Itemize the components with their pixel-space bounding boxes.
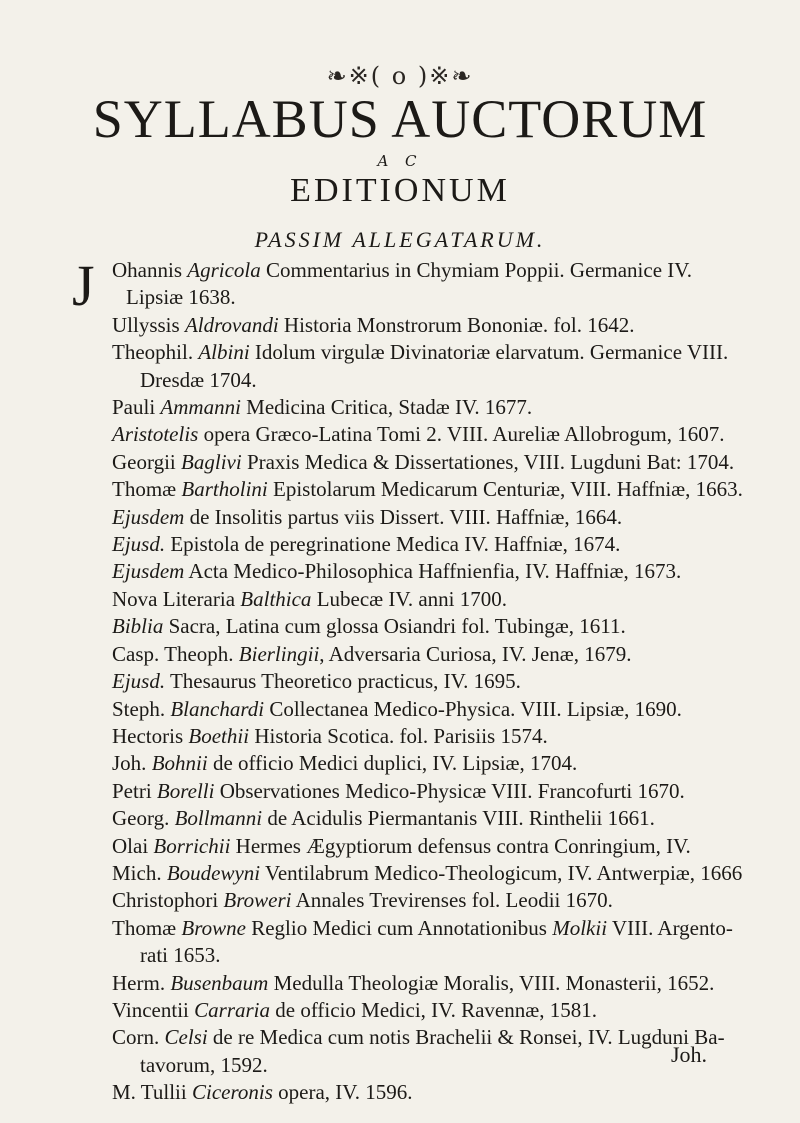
- list-item: Ejusd. Thesaurus Theoretico practicus, IV. 1695.: [112, 669, 521, 694]
- drop-cap: J: [72, 253, 95, 318]
- list-item: Ullyssis Aldrovandi Historia Monstrorum Bononiæ. fol. 1642.: [112, 312, 635, 337]
- list-item: J Ohannis Agricola Commentarius in Chymiam Poppii. Germanice IV. Lipsiæ 1638.: [72, 253, 692, 318]
- list-item: Herm. Busenbaum Medulla Theologiæ Moralis, VIII. Monasterii, 1652.: [112, 970, 715, 995]
- list-item: Thomæ Browne Reglio Medici cum Annotationibus Molkii VIII. Argento- rati 1653.: [112, 915, 733, 968]
- list-item: Casp. Theoph. Bierlingii, Adversaria Curiosa, IV. Jenæ, 1679.: [112, 641, 632, 666]
- page-title: SYLLABUS AUCTORUM: [92, 89, 708, 149]
- list-item: M. Tullii Ciceronis opera, IV. 1596.: [112, 1080, 413, 1105]
- entry-list: [0, 253, 800, 1105]
- list-item: Ejusdem Acta Medico-Philosophica Haffnienfia, IV. Haffniæ, 1673.: [112, 559, 682, 584]
- list-item: Hectoris Boethii Historia Scotica. fol. Parisiis 1574.: [112, 723, 548, 748]
- list-item: Aristotelis opera Græco-Latina Tomi 2. VIII. Aureliæ Allobrogum, 1607.: [112, 422, 725, 447]
- list-item: Pauli Ammanni Medicina Critica, Stadæ IV. 1677.: [112, 395, 533, 420]
- list-item: Vincentii Carraria de officio Medici, IV. Ravennæ, 1581.: [112, 997, 598, 1022]
- list-item: Nova Literaria Balthica Lubecæ IV. anni 1700.: [112, 586, 508, 611]
- list-item: Thomæ Bartholini Epistolarum Medicarum Centuriæ, VIII. Haffniæ, 1663.: [112, 477, 743, 502]
- list-item: Mich. Boudewyni Ventilabrum Medico-Theologicum, IV. Antwerpiæ, 1666: [112, 860, 743, 885]
- subtitle-ac: A C: [377, 152, 423, 170]
- list-item: Steph. Blanchardi Collectanea Medico-Physica. VIII. Lipsiæ, 1690.: [112, 696, 682, 721]
- list-item: Ejusd. Epistola de peregrinatione Medica IV. Haffniæ, 1674.: [112, 532, 621, 557]
- list-item: Joh. Bohnii de officio Medici duplici, IV. Lipsiæ, 1704.: [112, 751, 578, 776]
- list-item: Olai Borrichii Hermes Ægyptiorum defensus contra Conringium, IV.: [112, 833, 691, 858]
- subtitle-editionum: EDITIONUM: [290, 172, 510, 209]
- header-ornament: ❧※( o )※❧: [326, 62, 474, 90]
- list-item: Petri Borelli Observationes Medico-Physicæ VIII. Francofurti 1670.: [112, 778, 685, 803]
- list-item: Theophil. Albini Idolum virgulæ Divinatoriæ elarvatum. Germanice VIII. Dresdæ 1704.: [112, 340, 729, 392]
- list-item: Christophori Broweri Annales Trevirenses fol. Leodii 1670.: [112, 888, 613, 913]
- list-item: Georgii Baglivi Praxis Medica & Dissertationes, VIII. Lugduni Bat: 1704.: [112, 449, 735, 474]
- list-item: Ejusdem de Insolitis partus viis Dissert. VIII. Haffniæ, 1664.: [112, 504, 623, 529]
- catchword: Joh.: [671, 1042, 708, 1067]
- list-item: Georg. Bollmanni de Acidulis Piermantanis VIII. Rinthelii 1661.: [112, 806, 655, 831]
- subtitle-passim: PASSIM ALLEGATARUM.: [254, 227, 546, 252]
- list-item: Biblia Sacra, Latina cum glossa Osiandri fol. Tubingæ, 1611.: [112, 614, 626, 639]
- list-item: Corn. Celsi de re Medica cum notis Brachelii & Ronsei, IV. Lugduni Ba- tavorum, 1592.: [112, 1025, 725, 1077]
